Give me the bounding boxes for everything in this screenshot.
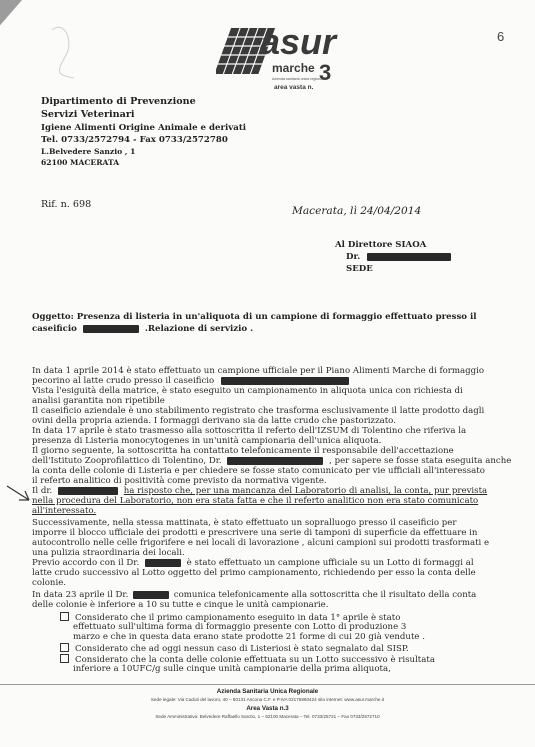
redaction-block: [367, 253, 451, 261]
body-line: [32, 376, 349, 386]
body-text: Il dr.: [32, 486, 53, 496]
body-line: marzo e che in questa data erano state prodotte 21 forme di cui 20 già vendute .: [73, 632, 425, 642]
logo-brand-text: asur: [260, 21, 337, 62]
page-number: 6: [497, 29, 505, 44]
body-line: In data 1 aprile 2014 è stato effettuato un campione ufficiale per il Piano Alimenti Marche di formaggio: [32, 366, 485, 376]
recipient-name: [346, 252, 451, 262]
body-text: , per sapere se fosse stata eseguita anche: [329, 456, 512, 466]
body-line: In data 17 aprile è stato trasmesso alla sottoscritta il referto dell'IZSUM di Tolentino che riferiva la: [32, 426, 467, 436]
considerato-item: [60, 643, 409, 654]
body-line: colonie.: [32, 578, 67, 588]
subject-caseificio: caseificio: [32, 324, 77, 334]
redaction-block: [145, 559, 181, 567]
letter-date: Macerata, lì 24/04/2014: [292, 205, 422, 217]
subject-line-1: Oggetto: Presenza di listeria in un'aliquota di un campione di formaggio effettuato presso il: [32, 312, 477, 322]
checkbox-square: [60, 612, 69, 621]
footer-line-1: Azienda Sanitaria Unica Regionale: [216, 688, 319, 695]
checkbox-square: [60, 654, 69, 663]
logo-area-text: area vasta n.: [274, 84, 314, 91]
body-text: Considerato che ad oggi nessun caso di Listeriosi è stato segnalato dal SISP.: [75, 644, 409, 654]
body-text: In data 23 aprile il Dr.: [32, 590, 129, 600]
subject-line-2: [32, 324, 253, 334]
logo-area-number: 3: [319, 60, 332, 85]
footer-line-4: Sede Amministrativa: Belvedere Raffaello Sanzio, 1 – 62100 Macerata – Tel. 0733/25721 – Fax 0733/2572710: [155, 714, 380, 719]
body-line: Il giorno seguente, la sottoscritta ha contattato telefonicamente il responsabile dell'accettazione: [32, 446, 454, 456]
body-line: latte crudo successivo al Lotto oggetto del primo campionamento, richiedendo per esso la conta delle: [32, 568, 476, 578]
reference-number: Rif. n. 698: [41, 199, 92, 210]
redaction-block: [58, 487, 118, 495]
city: 62100 MACERATA: [41, 158, 120, 167]
body-text: Previo accordo con il Dr.: [32, 558, 140, 568]
body-line: Successivamente, nella stessa mattinata, è stato effettuato un sopralluogo presso il caseificio per: [32, 518, 457, 528]
body-line-underlined: nella procedura del Laboratorio, non era stata fatta e che il referto analitico non era stato comunicato: [32, 496, 479, 506]
address: L.Belvedere Sanzio , 1: [41, 147, 136, 156]
body-line: analisi garantita non ripetibile: [32, 396, 165, 406]
subject-relazione: .Relazione di servizio .: [144, 324, 254, 334]
body-line: [32, 456, 511, 466]
footer-line-3: Area Vasta n.3: [246, 705, 289, 712]
body-line: [32, 558, 474, 568]
scan-corner-fold: [0, 0, 22, 55]
body-text: Considerato che la conta delle colonie effettuata su un Lotto successivo è risultata: [75, 655, 435, 665]
body-line: inferiore a 10UFC/g sulle cinque unità campionarie della prima aliquota,: [73, 664, 391, 674]
recipient-dr: Dr.: [346, 252, 361, 262]
handwritten-arrow: [5, 484, 35, 506]
asur-logo: [216, 18, 338, 104]
body-line: delle colonie è inferiore a 10 su tutte e cinque le unità campionarie.: [32, 600, 329, 610]
body-line: [32, 486, 487, 496]
body-line: ovini della propria azienda. I formaggi derivano sia da latte crudo che pastorizzato.: [32, 416, 396, 426]
body-line: Vista l'esiguità della matrice, è stato eseguito un campionamento in aliquota unica con richiesta di: [32, 386, 463, 396]
body-text: pecorino al latte crudo presso il caseificio: [32, 376, 215, 386]
checkbox-square: [60, 643, 69, 652]
body-text: dell'Istituto Zooprofilattico di Tolentino, Dr.: [32, 456, 222, 466]
body-line: effettuato sull'ultima forma di formaggio presente con Lotto di produzione 3: [73, 622, 407, 632]
footer-divider: [0, 684, 535, 685]
redaction-block: [83, 325, 139, 333]
logo-region-text: marche: [272, 61, 315, 75]
body-text: Considerato che il primo campionamento eseguito in data 1° aprile è stato: [75, 613, 401, 623]
redaction-block: [221, 377, 349, 385]
body-line: presenza di Listeria monocytogenes in un'unità campionaria dell'unica aliquota.: [32, 436, 382, 446]
body-line: la conta delle colonie di Listeria e per chiedere se fosse stato comunicato per vie ufficiali all'interessato: [32, 466, 485, 476]
body-text: comunica telefonicamente alla sottoscritta che il risultato della conta: [173, 590, 477, 600]
body-line: Il caseificio aziendale è uno stabilimento registrato che trasforma esclusivamente il latte prodotto dagli: [32, 406, 485, 416]
footer-line-2: Sede legale: Via Caduti del lavoro, 40 – 60131 Ancona C.F. e P.IVA 02175860424 sito internet: www.asur.marche.it: [150, 697, 385, 702]
service-title: Servizi Veterinari: [41, 109, 135, 120]
body-text: è stato effettuato un campione ufficiale su un Lotto di formaggi al: [186, 558, 474, 568]
logo-tagline: Azienda sanitaria unica regionale: [272, 77, 325, 81]
body-line: una pulizia straordinaria dei locali.: [32, 548, 185, 558]
body-line: il referto analitico di positività come previsto da normativa vigente.: [32, 476, 327, 486]
redaction-block: [133, 591, 169, 599]
recipient-title: Al Direttore SIAOA: [335, 240, 427, 250]
recipient-sede: SEDE: [346, 264, 373, 274]
phone-fax: Tel. 0733/2572794 - Fax 0733/2572780: [41, 135, 228, 145]
dept-title: Dipartimento di Prevenzione: [41, 96, 196, 107]
body-line: autocontrollo nelle celle frigorifere e nei locali di lavorazione , alcuni campioni sui prodotti trasformati e: [32, 538, 490, 548]
asur-logo-graphic: [216, 18, 338, 104]
redaction-block: [227, 457, 323, 465]
body-text-underlined: ha risposto che, per una mancanza del Laboratorio di analisi, la conta, pur prevista: [123, 486, 488, 496]
unit-title: Igiene Alimenti Origine Animale e derivati: [41, 123, 247, 133]
body-line: imporre il blocco ufficiale dei prodotti e prescrivere una serie di tamponi di superficie da effettuare in: [32, 528, 478, 538]
faint-stamp-mark: [44, 20, 84, 80]
body-line-underlined: all'interessato.: [32, 506, 97, 516]
body-line: [32, 590, 476, 600]
